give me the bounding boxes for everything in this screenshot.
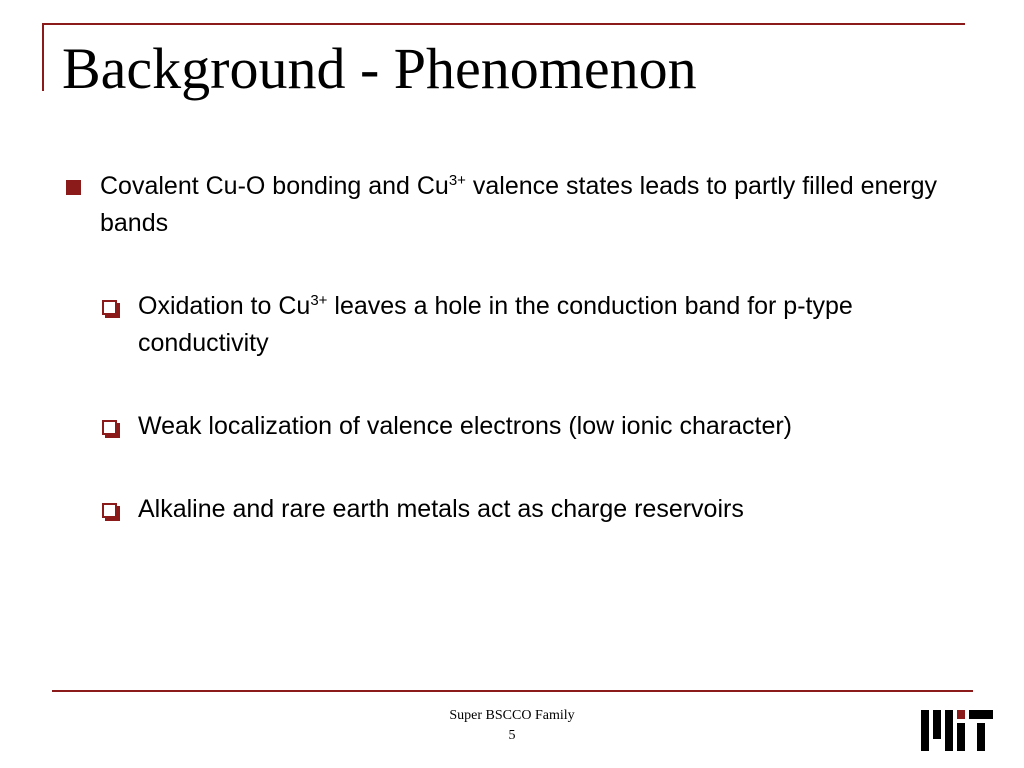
footer-title: Super BSCCO Family — [449, 708, 575, 723]
checkbox-bullet-icon — [102, 420, 117, 435]
page-number: 5 — [508, 728, 516, 743]
bullet-list — [62, 168, 952, 528]
bullet-item-4 — [100, 491, 952, 528]
title-frame-left-rule — [42, 23, 44, 91]
bullet-text: Weak localization of valence electrons (low ionic character) — [138, 412, 793, 440]
bullet-text-after: leaves a hole in the conduction band for p-type conductivity — [138, 292, 853, 357]
bullet-item-3 — [100, 408, 952, 445]
checkbox-bullet-icon — [102, 503, 117, 518]
footer-rule — [52, 690, 973, 692]
mit-logo-icon — [921, 706, 993, 751]
bullet-text-after: valence states leads to partly filled energy bands — [100, 172, 938, 237]
bullet-text-before: Oxidation to Cu — [138, 292, 311, 320]
bullet-item-2 — [100, 288, 952, 362]
bullet-text-before: Covalent Cu-O bonding and Cu — [100, 172, 449, 200]
filled-square-bullet-icon — [66, 180, 81, 195]
bullet-item-1 — [62, 168, 952, 242]
bullet-text: Alkaline and rare earth metals act as charge reservoirs — [138, 495, 744, 523]
slide-title: Background - Phenomenon — [62, 36, 697, 101]
bullet-superscript: 3+ — [448, 172, 466, 189]
checkbox-bullet-icon — [102, 300, 117, 315]
title-frame-top-rule — [42, 23, 965, 25]
bullet-superscript: 3+ — [310, 292, 328, 309]
